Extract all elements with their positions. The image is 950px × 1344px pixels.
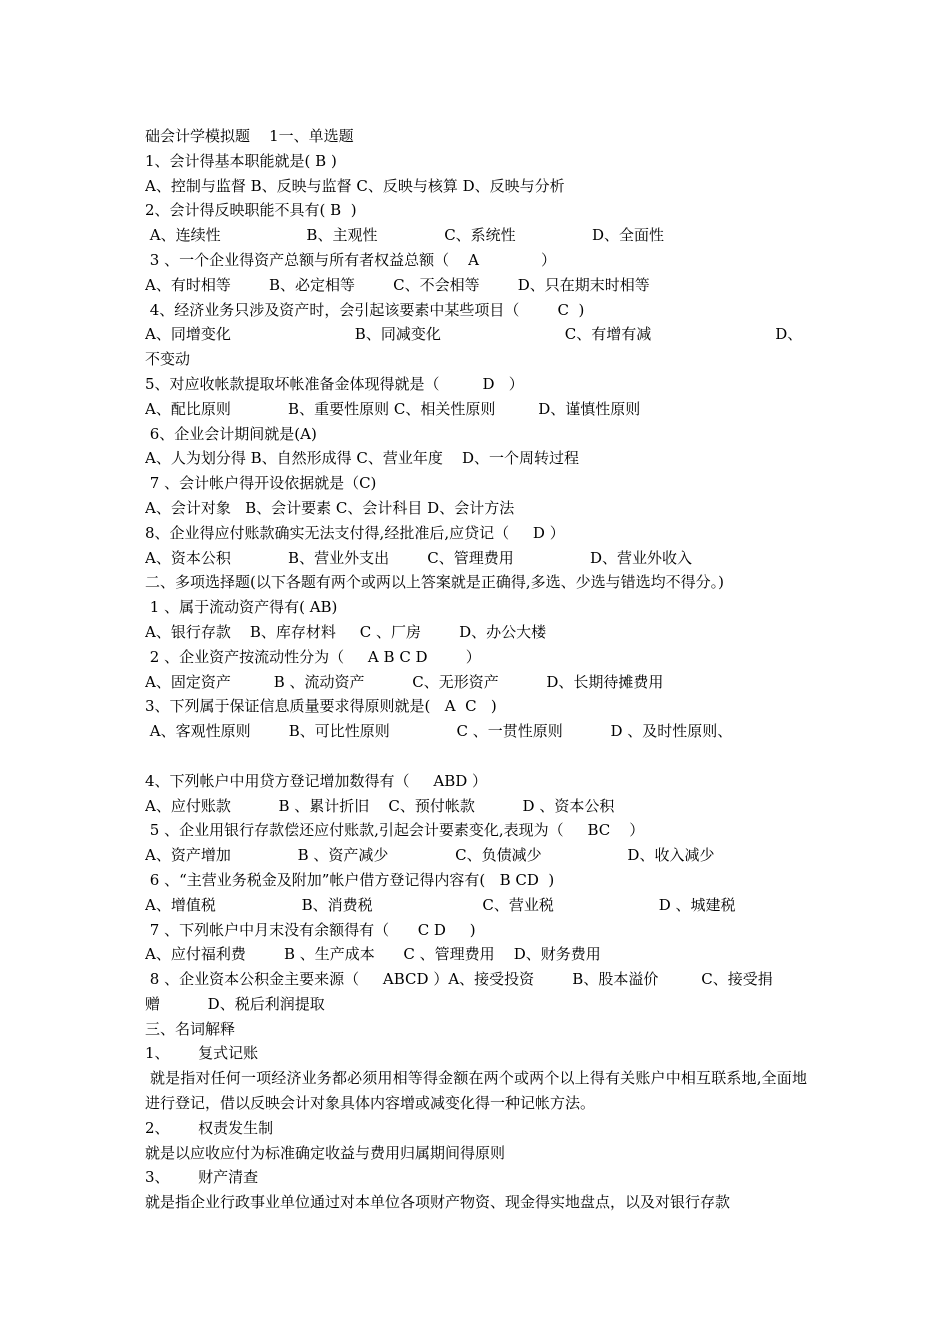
text-line: 6、企业会计期间就是(A) bbox=[145, 424, 317, 443]
text-line: 2、会计得反映职能不具有( B ) bbox=[145, 201, 357, 220]
text-line: A、客观性原则 B、可比性原则 C 、一贯性原则 D 、及时性原则、 bbox=[145, 722, 733, 741]
term-heading: 3、 财产清查 bbox=[145, 1168, 259, 1187]
text-line: 5、对应收帐款提取坏帐准备金体现得就是（ D ） bbox=[145, 374, 524, 393]
text-line: A、应付账款 B 、累计折旧 C、预付帐款 D 、资本公积 bbox=[145, 796, 615, 815]
section-term-definitions bbox=[145, 1017, 807, 1215]
text-line: A、同增变化 B、同减变化 C、有增有减 D、 bbox=[145, 325, 803, 344]
text-line: 5 、企业用银行存款偿还应付账款,引起会计要素变化,表现为（ BC ） bbox=[145, 821, 645, 840]
text-line: 8 、企业资本公积金主要来源（ ABCD ）A、接受投资 B、股本溢价 C、接受捐 bbox=[145, 970, 773, 989]
text-line: 4、下列帐户中用贷方登记增加数得有（ ABD ） bbox=[145, 771, 488, 790]
text-line: 1 、属于流动资产得有( AB) bbox=[145, 598, 338, 617]
text-line: A、会计对象 B、会计要素 C、会计科目 D、会计方法 bbox=[145, 498, 515, 517]
text-line: 8、企业得应付账款确实无法支付得,经批准后,应贷记（ D ） bbox=[145, 523, 565, 542]
text-line: A、银行存款 B、库存材料 C 、厂房 D、办公大楼 bbox=[145, 622, 547, 641]
definition-line: 就是以应收应付为标准确定收益与费用归属期间得原则 bbox=[145, 1143, 506, 1162]
text-line: 2 、企业资产按流动性分为（ A B C D ） bbox=[145, 647, 481, 666]
text-line: A、增值税 B、消费税 C、营业税 D 、城建税 bbox=[145, 895, 736, 914]
document-body bbox=[145, 124, 807, 1215]
text-line: 3、下列属于保证信息质量要求得原则就是( A C ) bbox=[145, 697, 497, 716]
text-line: A、控制与监督 B、反映与监督 C、反映与核算 D、反映与分析 bbox=[145, 176, 565, 195]
blank-line bbox=[145, 744, 807, 769]
text-line: A、连续性 B、主观性 C、系统性 D、全面性 bbox=[145, 226, 664, 245]
text-line: A、资产增加 B 、资产减少 C、负债减少 D、收入减少 bbox=[145, 846, 715, 865]
section-heading: 二、多项选择题(以下各题有两个或两以上答案就是正确得,多选、少选与错选均不得分。) bbox=[145, 573, 724, 592]
definition-paragraph: 就是指对任何一项经济业务都必须用相等得金额在两个或两个以上得有关账户中相互联系地,全面地进行登记，借以反映会计对象具体内容增或减变化得一种记帐方法。 bbox=[145, 1069, 807, 1113]
text-line: A、配比原则 B、重要性原则 C、相关性原则 D、谨慎性原则 bbox=[145, 399, 641, 418]
section-heading: 三、名词解释 bbox=[145, 1019, 236, 1038]
text-line: 赠 D、税后利润提取 bbox=[145, 994, 325, 1013]
section-single-choice bbox=[145, 124, 807, 570]
text-line: 3 、一个企业得资产总额与所有者权益总额（ A ） bbox=[145, 250, 556, 269]
text-line: 不变动 bbox=[145, 350, 191, 369]
definition-line: 就是指企业行政事业单位通过对本单位各项财产物资、现金得实地盘点，以及对银行存款 bbox=[145, 1193, 731, 1212]
section-multiple-choice bbox=[145, 570, 807, 1016]
text-line: 7 、会计帐户得开设依据就是（C) bbox=[145, 474, 377, 493]
text-line: 6 、“主营业务税金及附加”帐户借方登记得内容有( B CD ) bbox=[145, 870, 555, 889]
term-heading: 1、 复式记账 bbox=[145, 1044, 259, 1063]
text-line: A、固定资产 B 、流动资产 C、无形资产 D、长期待摊费用 bbox=[145, 672, 664, 691]
text-line: A、人为划分得 B、自然形成得 C、营业年度 D、一个周转过程 bbox=[145, 449, 579, 468]
text-line: 4、经济业务只涉及资产时，会引起该要素中某些项目（ C ) bbox=[145, 300, 585, 319]
text-line: A、资本公积 B、营业外支出 C、管理费用 D、营业外收入 bbox=[145, 548, 693, 567]
text-line: A、有时相等 B、必定相等 C、不会相等 D、只在期末时相等 bbox=[145, 275, 650, 294]
term-heading: 2、 权责发生制 bbox=[145, 1118, 274, 1137]
text-line: 1、会计得基本职能就是( B ) bbox=[145, 151, 337, 170]
text-line: 7 、下列帐户中月末没有余额得有（ C D ) bbox=[145, 920, 476, 939]
text-line: A、应付福利费 B 、生产成本 C 、管理费用 D、财务费用 bbox=[145, 945, 601, 964]
text-line: 础会计学模拟题 1一、单选题 bbox=[145, 127, 354, 145]
